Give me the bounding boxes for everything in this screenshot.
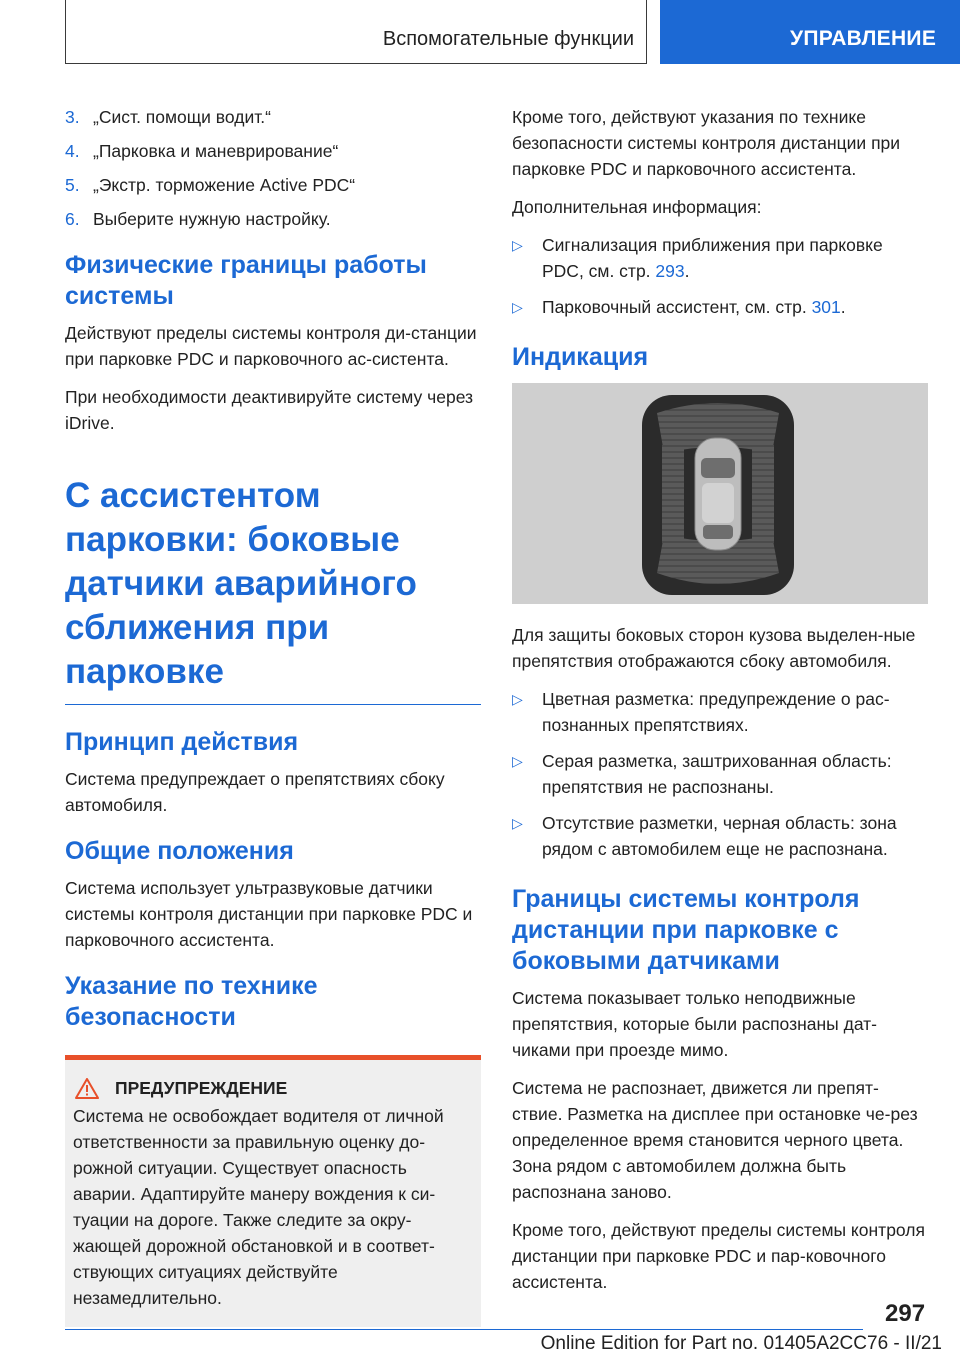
car-top-view-illustration (512, 383, 928, 604)
more-info-label: Дополнительная информация: (512, 197, 762, 217)
boundaries-paragraph-1: Система показывает только неподвижные препятствия, которые были распознаны дат-чиками при проезде мимо. (512, 988, 878, 1060)
step-number: 3. (65, 107, 80, 127)
intro-paragraph: Кроме того, действуют указания по технике безопасности системы контроля дистанции при парковке PDC и парковочного ассистента. (512, 107, 901, 179)
step-text: „Экстр. торможение Active PDC“ (93, 175, 356, 195)
footer-divider (65, 1329, 863, 1330)
step-number: 6. (65, 209, 80, 229)
safety-heading: Указание по технике безопасности (65, 972, 318, 1031)
step-number: 5. (65, 175, 80, 195)
steps-list (65, 104, 481, 232)
general-heading: Общие положения (65, 837, 294, 865)
list-item (65, 172, 481, 198)
step-number: 4. (65, 141, 80, 161)
indication-list (512, 686, 928, 862)
list-item (65, 104, 481, 130)
arrow-right-icon: ▷ (512, 237, 523, 253)
header-section-box (65, 0, 647, 64)
list-item: ▷ Парковочный ассистент, см. стр. 301. (512, 294, 928, 320)
boundaries-heading: Границы системы контроля дистанции при парковке с боковыми датчиками (512, 885, 860, 975)
list-item: ▷ Цветная разметка: предупреждение о рас-познанных препятствиях. (512, 686, 928, 738)
indication-heading: Индикация (512, 343, 649, 371)
boundaries-paragraph-3: Кроме того, действуют пределы системы контроля дистанции при парковке PDC и пар-ковочного ассистента. (512, 1220, 925, 1292)
page-number: 297 (885, 1300, 926, 1327)
warning-title: ПРЕДУПРЕЖДЕНИЕ (115, 1078, 288, 1098)
list-item: ▷ Серая разметка, заштрихованная область: препятствия не распознаны. (512, 748, 928, 800)
list-item (65, 206, 481, 232)
boundaries-paragraph-2: Система не распознает, движется ли препят-ствие. Разметка на дисплее при остановке че-рез определенное время становится черного цвета. Зона рядом с автомобилем должна быть распознана заново. (512, 1078, 918, 1202)
arrow-right-icon: ▷ (512, 815, 523, 831)
parking-sensor-display-image (512, 383, 928, 604)
right-column (512, 104, 928, 1307)
list-item: ▷ Отсутствие разметки, черная область: зона рядом с автомобилем еще не распознана. (512, 810, 928, 862)
edition-note: Online Edition for Part no. 01405A2CC76 - II/21 (540, 1333, 942, 1354)
list-item (65, 138, 481, 164)
chapter-title: УПРАВЛЕНИЕ (660, 0, 960, 64)
step-text: „Сист. помощи водит.“ (93, 107, 271, 127)
indication-paragraph: Для защиты боковых сторон кузова выделен-ные препятствия отображаются сбоку автомобиля. (512, 625, 916, 671)
left-column (65, 104, 481, 1327)
warning-triangle-icon (75, 1078, 99, 1099)
page-link-301[interactable]: 301 (811, 297, 841, 317)
limits-paragraph-2: При необходимости деактивируйте систему через iDrive. (65, 387, 474, 433)
page-link-293[interactable]: 293 (655, 261, 685, 281)
warning-box (65, 1055, 481, 1327)
step-text: Выберите нужную настройку. (93, 209, 331, 229)
principle-heading: Принцип действия (65, 728, 299, 756)
section-title: Вспомогательные функции (382, 28, 634, 50)
list-item: ▷ Сигнализация приближения при парковке PDC, см. стр. 293. (512, 232, 928, 284)
principle-paragraph: Система предупреждает о препятствиях сбоку автомобиля. (65, 769, 445, 815)
main-heading: С ассистентом парковки: боковые датчики аварийного сближения при парковке (65, 474, 481, 705)
limits-paragraph-1: Действуют пределы системы контроля ди-станции при парковке PDC и парковочного ас-систента. (65, 323, 477, 369)
general-paragraph: Система использует ультразвуковые датчики системы контроля дистанции при парковке PDC и парковочного ассистента. (65, 878, 473, 950)
limits-heading: Физические границы работы системы (65, 251, 427, 310)
warning-text: Система не освобождает водителя от личной ответственности за правильную оценку до-рожной ситуации. Существует опасность аварии. Адаптируйте манеру вождения к си-туации на дороге. Также следите за окру-жающей дорожной обстановкой и в соответ-ствующих ситуациях действуйте незамедлительно. (73, 1106, 444, 1308)
step-text: „Парковка и маневрирование“ (93, 141, 339, 161)
reference-list (512, 232, 928, 320)
arrow-right-icon: ▷ (512, 299, 523, 315)
arrow-right-icon: ▷ (512, 753, 523, 769)
arrow-right-icon: ▷ (512, 691, 523, 707)
